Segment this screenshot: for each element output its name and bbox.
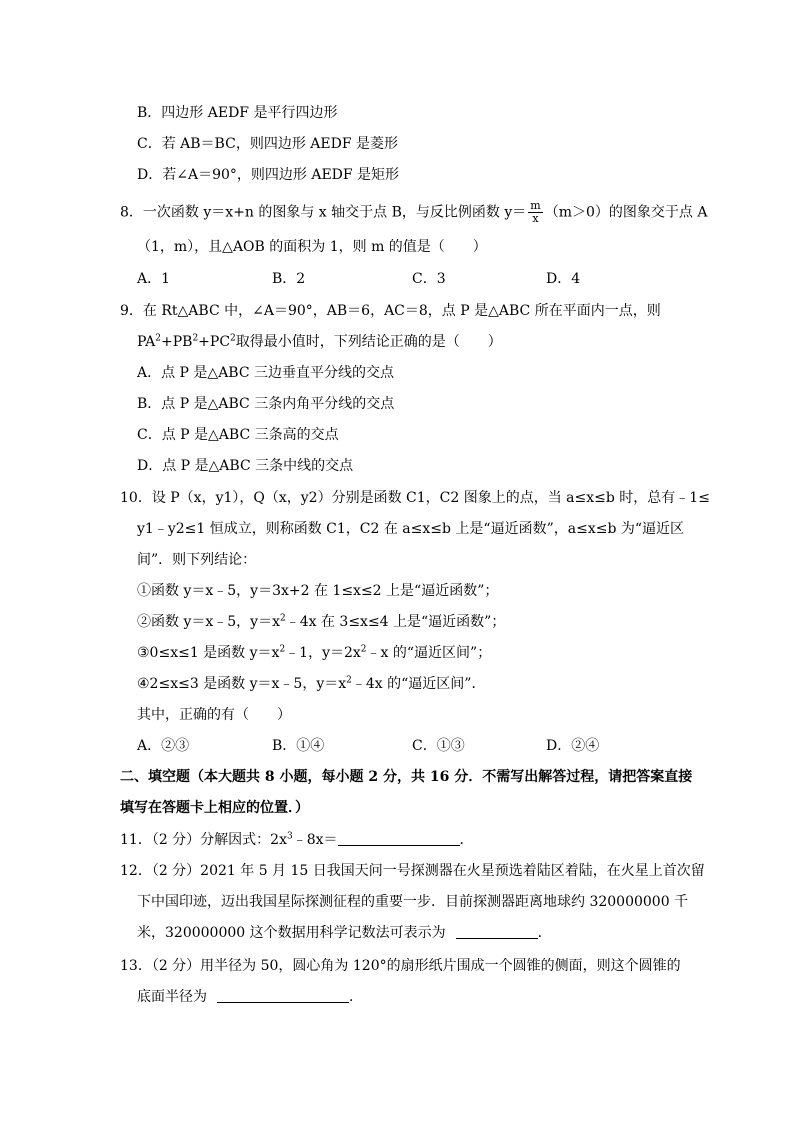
q10-item2-a: ②函数 y＝x﹣5，y＝x [137,614,280,630]
q11-text-c: ． [459,832,474,848]
q9-pb: +PB [160,334,193,350]
q9-option-a: A．点 P 是△ABC 三边垂直平分线的交点 [137,365,395,381]
section2-heading-line2: 填写在答题卡上相应的位置．） [120,800,309,816]
q12-line1: 12．（2 分）2021 年 5 月 15 日我国天问一号探测器在火星预选着陆区着陆，在火星上首次留 [120,863,705,879]
q12-line3 [137,924,552,942]
q9-sup-3: 2 [230,333,236,344]
section2-heading-line1: 二、填空题（本大题共 8 小题，每小题 2 分，共 16 分．不需写出解答过程，请把答案直接 [120,769,693,785]
q13-answer-blank[interactable] [217,988,349,1003]
q9-option-d: D．点 P 是△ABC 三条中线的交点 [137,458,354,474]
q9-option-c: C．点 P 是△ABC 三条高的交点 [137,427,339,443]
q10-item4-b: ﹣4x 的“逼近区间”． [351,676,486,692]
q10-item3 [137,644,491,662]
q9-option-b: B．点 P 是△ABC 三条内角平分线的交点 [137,396,395,412]
q8-text-b: （m＞0）的图象交于点 A [544,204,708,221]
q10-item3-sup1: 2 [279,644,286,655]
q10-item4-sup: 2 [346,675,352,686]
q10-item2-b: ﹣4x 在 3≤x≤4 上是“逼近函数”； [285,614,506,630]
q10-line3: 间”．则下列结论： [137,552,257,568]
q12-answer-blank[interactable] [456,924,538,939]
q8-line2: （1，m），且△AOB 的面积为 1，则 m 的值是（ ） [137,239,487,255]
q8-frac-den: x [532,212,539,225]
q8-text-a: 8．一次函数 y＝x+n 的图象与 x 轴交于点 B，与反比例函数 y＝ [120,204,527,221]
q10-option-d: D．②④ [546,738,600,754]
q10-item3-a: ③0≤x≤1 是函数 y＝x [137,645,280,661]
q10-item3-sup2: 2 [360,644,367,655]
q7-option-c: C．若 AB＝BC，则四边形 AEDF 是菱形 [137,136,398,152]
q9-pc: +PC [198,334,231,350]
q10-line1: 10．设 P（x，y1），Q（x，y2）分别是函数 C1，C2 图象上的点，当 a≤x≤b 时，总有﹣1≤ [120,490,710,506]
q12-text-b: ． [537,925,552,941]
q13-line2 [137,988,363,1006]
q9-line2 [137,333,502,351]
q8-option-a: A．1 [137,271,171,287]
q10-option-c: C．①③ [412,738,465,754]
q11-answer-blank[interactable] [338,831,460,846]
q9-pa: PA [137,334,156,350]
q12-line2: 下中国印迹，迈出我国星际探测征程的重要一步．目前探测器距离地球约 320000000 千 [137,894,689,910]
q7-option-d: D．若∠A＝90°，则四边形 AEDF 是矩形 [137,167,400,183]
q11-line [120,831,474,849]
q10-item2-sup: 2 [279,613,286,624]
q8-line1 [120,200,707,225]
q10-option-a: A．②③ [137,738,190,754]
q11-text-a: 11．（2 分）分解因式：2x [120,832,287,848]
q7-option-b: B．四边形 AEDF 是平行四边形 [137,105,338,121]
q10-item3-c: ﹣x 的“逼近区间”； [366,645,492,661]
q12-text-a: 米，320000000 这个数据用科学记数法可表示为 [137,925,446,941]
q9-line1: 9．在 Rt△ABC 中，∠A＝90°，AB＝6，AC＝8，点 P 是△ABC 所在平面内一点，则 [120,303,661,319]
q8-option-b: B．2 [272,271,306,287]
q10-line2: y1﹣y2≤1 恒成立，则称函数 C1，C2 在 a≤x≤b 上是“逼近函数”，a≤x≤b 为“逼近区 [137,521,685,537]
q10-item1: ①函数 y＝x﹣5，y＝3x+2 在 1≤x≤2 上是“逼近函数”； [137,583,499,599]
q13-line1: 13．（2 分）用半径为 50，圆心角为 120°的扇形纸片围成一个圆锥的侧面，则这个圆锥的 [120,958,681,974]
q10-item3-b: ﹣1，y＝2x [285,645,361,661]
q10-option-b: B．①④ [272,738,325,754]
q8-frac-num: m [530,199,541,212]
q13-text-b: ． [349,989,363,1005]
q9-sup-1: 2 [155,333,161,344]
q8-option-c: C．3 [412,271,446,287]
q10-item4-a: ④2≤x≤3 是函数 y＝x﹣5，y＝x [137,676,347,692]
q11-sup: 3 [286,831,293,842]
q13-text-a: 底面半径为 [137,989,207,1005]
q8-fraction [528,200,542,225]
q10-item2 [137,613,505,631]
q10-item4 [137,675,485,693]
q10-which: 其中，正确的有（ ） [137,707,291,723]
q9-sup-2: 2 [192,333,199,344]
q9-rest: 取得最小值时，下列结论正确的是（ ） [235,334,502,350]
q8-option-d: D．4 [546,271,581,287]
q11-text-b: ﹣8x＝ [292,832,338,848]
